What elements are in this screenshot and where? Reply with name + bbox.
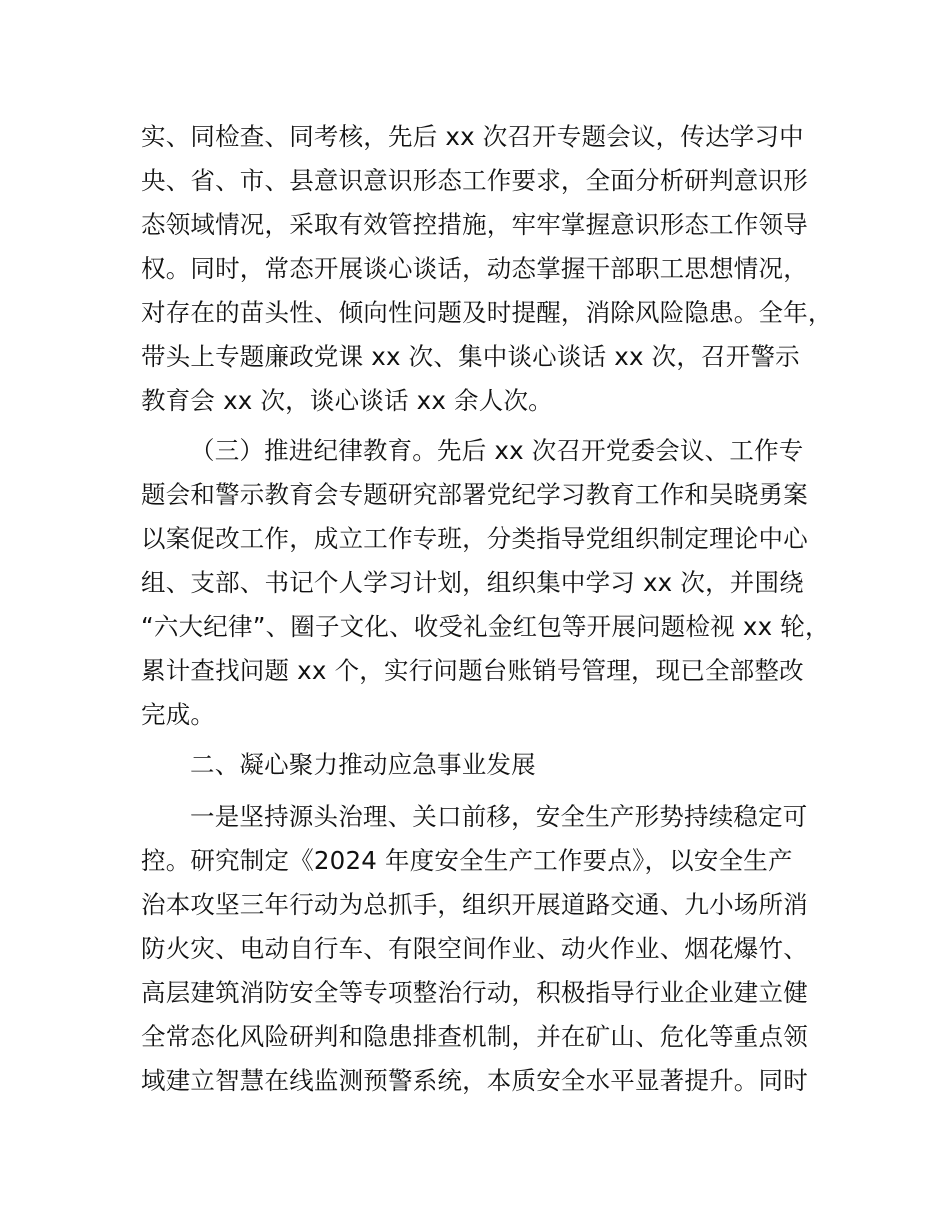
- paragraph-2-line-6: 累计查找问题 xx 个，实行问题台账销号管理，现已全部整改: [141, 656, 804, 685]
- paragraph-2-line-2: 题会和警示教育会专题研究部署党纪学习教育工作和吴晓勇案: [141, 480, 808, 509]
- paragraph-1-line-1: 实、同检查、同考核，先后 xx 次召开专题会议，传达学习中: [141, 122, 804, 151]
- section-heading: 二、凝心聚力推动应急事业发展: [190, 750, 536, 779]
- paragraph-3-line-1: 一是坚持源头治理、关口前移，安全生产形势持续稳定可: [190, 802, 808, 831]
- paragraph-2-line-7: 完成。: [141, 700, 216, 729]
- paragraph-3-line-6: 全常态化风险研判和隐患排查机制，并在矿山、危化等重点领: [141, 1022, 808, 1051]
- paragraph-3-line-2: 控。研究制定《2024 年度安全生产工作要点》，以安全生产: [141, 846, 793, 875]
- paragraph-2-line-4: 组、支部、书记个人学习计划，组织集中学习 xx 次，并围绕: [141, 568, 804, 597]
- paragraph-1-line-5: 对存在的苗头性、倾向性问题及时提醒，消除风险隐患。全年，: [141, 298, 833, 327]
- paragraph-1-line-7: 教育会 xx 次，谈心谈话 xx 余人次。: [141, 386, 553, 415]
- paragraph-3-line-4: 防火灾、电动自行车、有限空间作业、动火作业、烟花爆竹、: [141, 934, 808, 963]
- paragraph-1-line-3: 态领域情况，采取有效管控措施，牢牢掌握意识形态工作领导: [141, 210, 808, 239]
- paragraph-2-line-5: “六大纪律”、圈子文化、收受礼金红包等开展问题检视 xx 轮，: [141, 612, 830, 641]
- paragraph-3-line-5: 高层建筑消防安全等专项整治行动，积极指导行业企业建立健: [141, 978, 808, 1007]
- paragraph-2-line-3: 以案促改工作，成立工作专班，分类指导党组织制定理论中心: [141, 524, 808, 553]
- paragraph-1-line-4: 权。同时，常态开展谈心谈话，动态掌握干部职工思想情况，: [141, 254, 808, 283]
- paragraph-1-line-6: 带头上专题廉政党课 xx 次、集中谈心谈话 xx 次，召开警示: [141, 342, 800, 371]
- paragraph-2-line-1: （三）推进纪律教育。先后 xx 次召开党委会议、工作专: [190, 436, 804, 465]
- paragraph-3-line-3: 治本攻坚三年行动为总抓手，组织开展道路交通、九小场所消: [141, 890, 808, 919]
- paragraph-1-line-2: 央、省、市、县意识意识形态工作要求，全面分析研判意识形: [141, 166, 808, 195]
- paragraph-3-line-7: 域建立智慧在线监测预警系统，本质安全水平显著提升。同时: [141, 1066, 808, 1095]
